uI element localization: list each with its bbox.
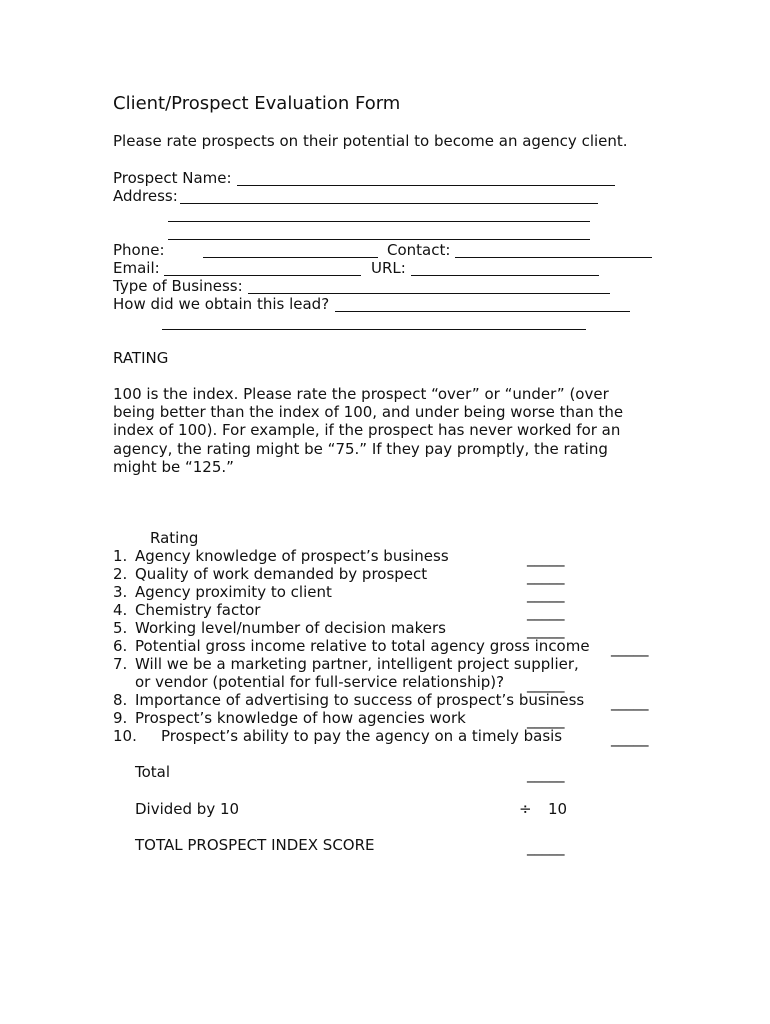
prospect-name-label: Prospect Name: bbox=[113, 169, 232, 187]
criterion-number: 4. bbox=[113, 601, 128, 619]
criterion-rating-blank[interactable]: _____ bbox=[527, 603, 565, 621]
rating-heading: RATING bbox=[113, 349, 169, 367]
criterion-label: Working level/number of decision makers bbox=[135, 619, 446, 637]
type-of-business-field[interactable] bbox=[248, 293, 610, 294]
criterion-number: 5. bbox=[113, 619, 128, 637]
criterion-number: 9. bbox=[113, 709, 128, 727]
contact-label: Contact: bbox=[387, 241, 451, 259]
criterion-number: 3. bbox=[113, 583, 128, 601]
address-field-line-3[interactable] bbox=[168, 239, 590, 240]
lead-source-field-line-2[interactable] bbox=[162, 329, 586, 330]
address-field-line-1[interactable] bbox=[180, 203, 598, 204]
divisor-value: 10 bbox=[548, 800, 568, 818]
criterion-rating-blank[interactable]: _____ bbox=[527, 621, 565, 639]
lead-source-field-line-1[interactable] bbox=[335, 311, 630, 312]
criterion-label: Chemistry factor bbox=[135, 601, 261, 619]
criterion-rating-blank[interactable]: _____ bbox=[527, 549, 565, 567]
contact-field[interactable] bbox=[455, 257, 652, 258]
criterion-label: Potential gross income relative to total agency gross income bbox=[135, 637, 590, 655]
criterion-rating-blank[interactable]: _____ bbox=[527, 585, 565, 603]
criterion-number: 8. bbox=[113, 691, 128, 709]
criterion-rating-blank[interactable]: _____ bbox=[611, 639, 649, 657]
criterion-label: Agency proximity to client bbox=[135, 583, 332, 601]
criterion-rating-blank[interactable]: _____ bbox=[611, 693, 649, 711]
criterion-number: 7. bbox=[113, 655, 128, 673]
criterion-number: 10. bbox=[113, 727, 137, 745]
criterion-label-continued: or vendor (potential for full-service relationship)? bbox=[135, 673, 505, 691]
rating-column-header: Rating bbox=[150, 529, 199, 547]
total-label: Total bbox=[135, 763, 171, 781]
criterion-label: Importance of advertising to success of prospect’s business bbox=[135, 691, 585, 709]
criterion-label: Quality of work demanded by prospect bbox=[135, 565, 428, 583]
address-field-line-2[interactable] bbox=[168, 221, 590, 222]
address-label: Address: bbox=[113, 187, 178, 205]
criterion-label: Will we be a marketing partner, intelligent project supplier, bbox=[135, 655, 579, 673]
criterion-rating-blank[interactable]: _____ bbox=[527, 675, 565, 693]
criterion-label: Prospect’s knowledge of how agencies work bbox=[135, 709, 466, 727]
url-label: URL: bbox=[371, 259, 406, 277]
email-label: Email: bbox=[113, 259, 160, 277]
criterion-label: Prospect’s ability to pay the agency on a timely basis bbox=[161, 727, 563, 745]
criterion-label: Agency knowledge of prospect’s business bbox=[135, 547, 449, 565]
criterion-rating-blank[interactable]: _____ bbox=[527, 567, 565, 585]
url-field[interactable] bbox=[411, 275, 599, 276]
type-of-business-label: Type of Business: bbox=[113, 277, 243, 295]
rating-instructions: 100 is the index. Please rate the prospect “over” or “under” (over being better than the index of 100, and under being worse than the index of 100). For example, if the prospect has never worked for an agency, the rating might be “75.” If they pay promptly, the rating might be “125.” bbox=[113, 385, 624, 476]
phone-label: Phone: bbox=[113, 241, 165, 259]
criterion-number: 6. bbox=[113, 637, 128, 655]
total-blank[interactable]: _____ bbox=[527, 765, 565, 783]
form-title: Client/Prospect Evaluation Form bbox=[113, 93, 401, 114]
final-score-blank[interactable]: _____ bbox=[527, 838, 565, 856]
phone-field[interactable] bbox=[203, 257, 378, 258]
lead-source-label: How did we obtain this lead? bbox=[113, 295, 330, 313]
email-field[interactable] bbox=[164, 275, 361, 276]
criterion-number: 2. bbox=[113, 565, 128, 583]
divide-symbol: ÷ bbox=[519, 800, 532, 818]
criterion-rating-blank[interactable]: _____ bbox=[611, 729, 649, 747]
criterion-number: 1. bbox=[113, 547, 128, 565]
criterion-rating-blank[interactable]: _____ bbox=[527, 711, 565, 729]
prospect-name-field[interactable] bbox=[237, 185, 615, 186]
final-score-label: TOTAL PROSPECT INDEX SCORE bbox=[135, 836, 375, 854]
form-intro: Please rate prospects on their potential to become an agency client. bbox=[113, 132, 628, 150]
divided-by-label: Divided by 10 bbox=[135, 800, 240, 818]
